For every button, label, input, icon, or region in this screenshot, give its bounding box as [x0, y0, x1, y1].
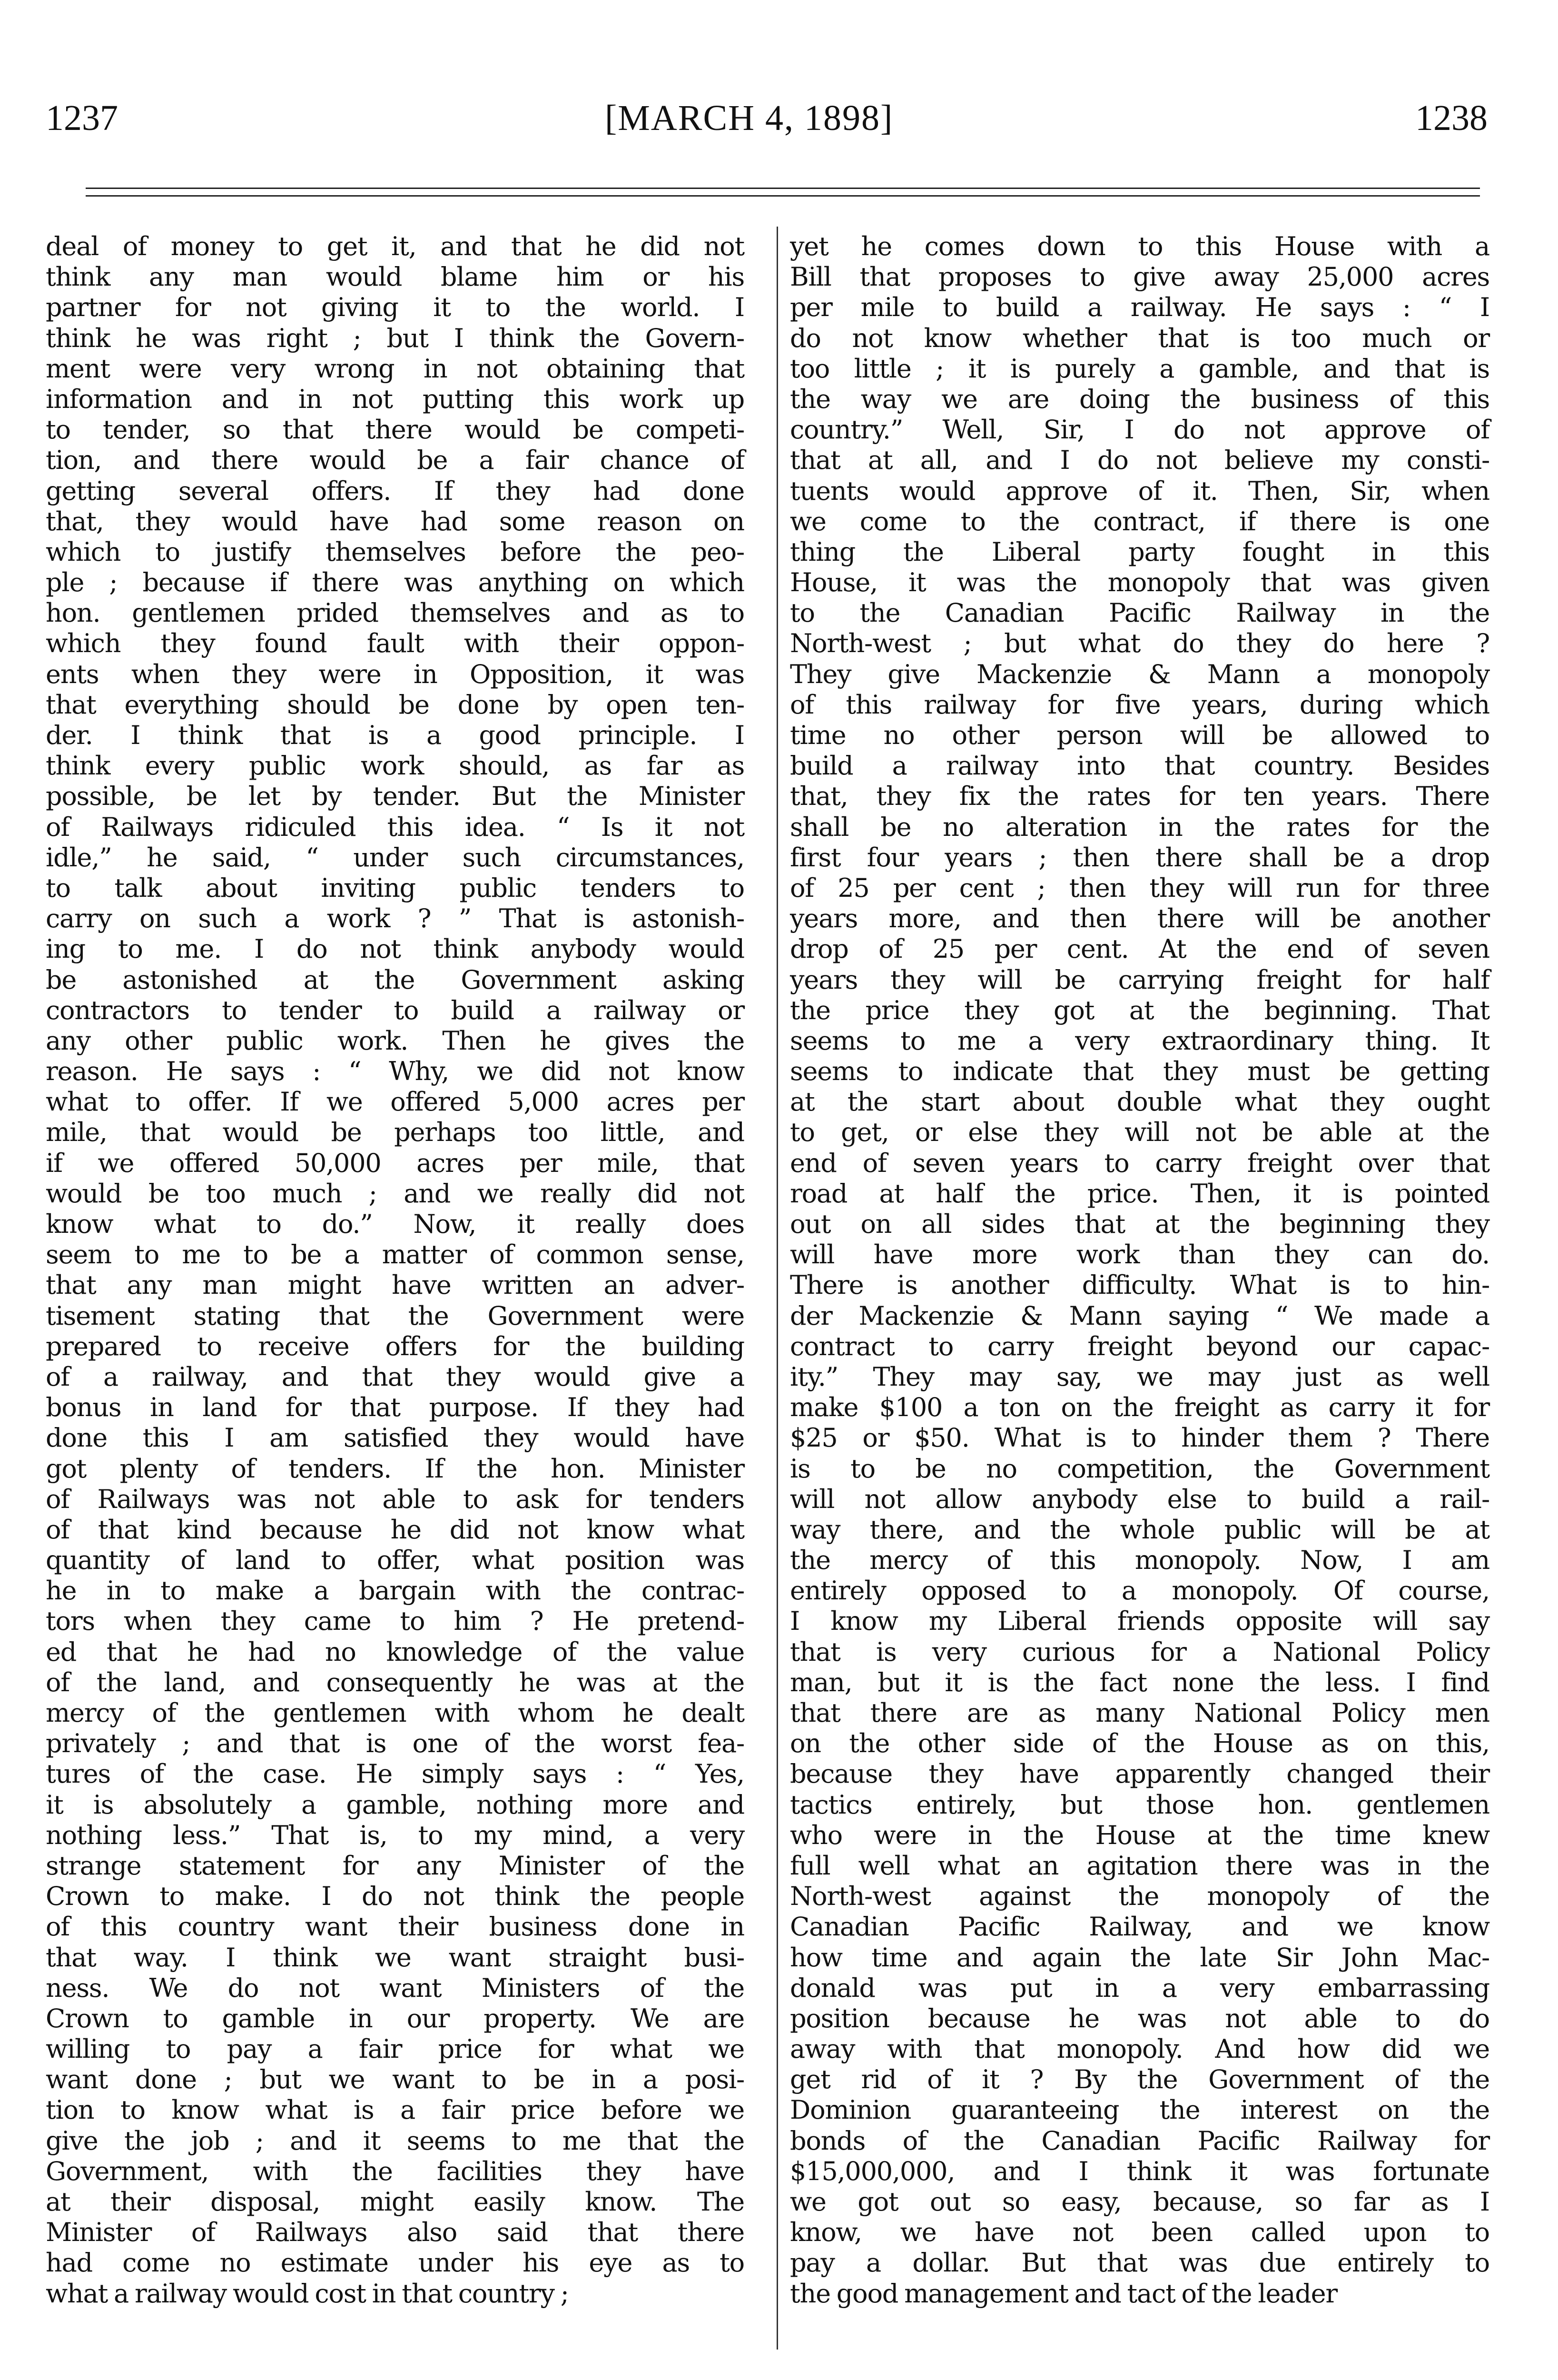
left-column-text-line: think any man would blame him or his	[46, 262, 744, 292]
right-column-text-line: tactics entirely, but those hon. gentlemen	[790, 1789, 1489, 1820]
right-column-text-line: Dominion guaranteeing the interest on the	[790, 2095, 1489, 2125]
right-column-text-line: per mile to build a railway. He says : “ I	[790, 292, 1489, 323]
right-column-text-line: House, it was the monopoly that was given	[790, 567, 1489, 598]
left-column-text-line: idle,” he said, “ under such circumstances,	[46, 842, 744, 873]
left-column-text-line: of this country want their business done in	[46, 1912, 744, 1942]
right-column-text-line: to the Canadian Pacific Railway in the	[790, 598, 1489, 628]
left-column-text-line: Minister of Railways also said that there	[46, 2217, 744, 2248]
right-column-text-line: contract to carry freight beyond our capac-	[790, 1331, 1489, 1361]
right-column-text-line: entirely opposed to a monopoly. Of course,	[790, 1576, 1489, 1606]
right-column-text-line: we got out so easy, because, so far as I	[790, 2187, 1489, 2217]
right-column-text-line: Canadian Pacific Railway, and we know	[790, 1912, 1489, 1942]
right-column-text-line: der Mackenzie & Mann saying “ We made a	[790, 1300, 1489, 1331]
right-column-text-line: of this railway for five years, during which	[790, 689, 1489, 720]
left-column-text-line: quantity of land to offer, what position was	[46, 1545, 744, 1576]
right-column-text-line: that at all, and I do not believe my consti-	[790, 445, 1489, 476]
left-column-text-line: Government, with the facilities they have	[46, 2156, 744, 2186]
right-column-text-line: time no other person will be allowed to	[790, 720, 1489, 750]
right-column-text-line: that, they fix the rates for ten years. There	[790, 781, 1489, 812]
left-column-text-line: at their disposal, might easily know. The	[46, 2187, 744, 2217]
left-column-text-line: tures of the case. He simply says : “ Yes,	[46, 1759, 744, 1789]
left-column-text-line: willing to pay a fair price for what we	[46, 2034, 744, 2064]
left-column-text-line: ment were very wrong in not obtaining that	[46, 353, 744, 384]
right-column-text-line: position because he was not able to do	[790, 2003, 1489, 2033]
left-column-text-line: which they found fault with their oppon-	[46, 628, 744, 659]
right-column-text-line: shall be no alteration in the rates for the	[790, 812, 1489, 842]
right-column-text-line: is to be no competition, the Government	[790, 1453, 1489, 1484]
right-column-text-line: away with that monopoly. And how did we	[790, 2034, 1489, 2064]
left-column-text-line: ing to me. I do not think anybody would	[46, 934, 744, 964]
right-column-text-line: on the other side of the House as on this,	[790, 1728, 1489, 1759]
right-column-text-line: years they will be carrying freight for half	[790, 964, 1489, 995]
left-column-text-line: bonus in land for that purpose. If they had	[46, 1392, 744, 1423]
left-column-text-line: think he was right ; but I think the Govern-	[46, 323, 744, 353]
right-column-text-line: who were in the House at the time knew	[790, 1820, 1489, 1850]
left-column-text-line: ed that he had no knowledge of the value	[46, 1636, 744, 1667]
right-text-column	[790, 231, 1489, 2309]
right-column-text-line: Bill that proposes to give away 25,000 acres	[790, 262, 1489, 292]
left-column-text-line: privately ; and that is one of the worst fea-	[46, 1728, 744, 1759]
right-column-number: 1238	[1415, 98, 1488, 138]
left-column-text-line: that, they would have had some reason on	[46, 506, 744, 536]
left-column-text-line: mile, that would be perhaps too little, and	[46, 1117, 744, 1148]
left-column-text-line: deal of money to get it, and that he did not	[46, 231, 744, 261]
left-column-text-line: partner for not giving it to the world. I	[46, 292, 744, 323]
left-column-text-line: want done ; but we want to be in a posi-	[46, 2064, 744, 2095]
left-column-text-line: which to justify themselves before the peo-	[46, 536, 744, 567]
right-column-text-line: country.” Well, Sir, I do not approve of	[790, 415, 1489, 445]
right-column-text-line: will have more work than they can do.	[790, 1240, 1489, 1270]
left-column-text-line: hon. gentlemen prided themselves and as to	[46, 598, 744, 628]
right-column-text-line: build a railway into that country. Besides	[790, 751, 1489, 781]
left-column-text-line: tion to know what is a fair price before we	[46, 2095, 744, 2125]
right-column-text-line: too little ; it is purely a gamble, and that is	[790, 353, 1489, 384]
right-column-text-line: the price they got at the beginning. That	[790, 995, 1489, 1025]
left-column-text-line: done this I am satisfied they would have	[46, 1423, 744, 1453]
right-column-text-line: of 25 per cent ; then they will run for three	[790, 873, 1489, 903]
left-column-text-line: tisement stating that the Government were	[46, 1300, 744, 1331]
right-column-text-line: $15,000,000, and I think it was fortunate	[790, 2156, 1489, 2186]
right-column-text-line: seems to me a very extraordinary thing. It	[790, 1025, 1489, 1056]
right-column-text-line: will not allow anybody else to build a rail-	[790, 1484, 1489, 1514]
left-column-text-line: carry on such a work ? ” That is astonish-	[46, 903, 744, 934]
left-column-text-line: what to offer. If we offered 5,000 acres per	[46, 1087, 744, 1117]
right-column-text-line: get rid of it ? By the Government of the	[790, 2064, 1489, 2095]
left-column-text-line: that way. I think we want straight busi-	[46, 1942, 744, 1973]
right-column-text-line: bonds of the Canadian Pacific Railway for	[790, 2125, 1489, 2156]
left-column-text-line: of Railways was not able to ask for tenders	[46, 1484, 744, 1514]
left-column-text-line: tors when they came to him ? He pretend-	[46, 1606, 744, 1636]
left-column-text-line: know what to do.” Now, it really does	[46, 1209, 744, 1239]
left-column-text-line: any other public work. Then he gives the	[46, 1025, 744, 1056]
left-column-text-line: think every public work should, as far as	[46, 751, 744, 781]
right-column-text-line: seems to indicate that they must be getting	[790, 1056, 1489, 1087]
left-column-text-line: give the job ; and it seems to me that the	[46, 2125, 744, 2156]
left-column-text-line: Crown to make. I do not think the people	[46, 1881, 744, 1912]
page-date: [MARCH 4, 1898]	[605, 98, 894, 138]
left-column-text-line: nothing less.” That is, to my mind, a very	[46, 1820, 744, 1850]
left-column-text-line: had come no estimate under his eye as to	[46, 2248, 744, 2278]
left-column-text-line: of Railways ridiculed this idea. “ Is it not	[46, 812, 744, 842]
left-column-text-line: ple ; because if there was anything on which	[46, 567, 744, 598]
left-column-text-line: of the land, and consequently he was at the	[46, 1667, 744, 1697]
right-column-text-line: how time and again the late Sir John Mac-	[790, 1942, 1489, 1973]
right-column-text-line: the way we are doing the business of this	[790, 384, 1489, 414]
right-column-text-line: drop of 25 per cent. At the end of seven	[790, 934, 1489, 964]
left-column-text-line: that any man might have written an adver-	[46, 1270, 744, 1300]
left-column-text-line: that everything should be done by open ten-	[46, 689, 744, 720]
right-column-text-line: full well what an agitation there was in the	[790, 1850, 1489, 1881]
right-column-text-line: pay a dollar. But that was due entirely to	[790, 2248, 1489, 2278]
left-column-text-line: possible, be let by tender. But the Minister	[46, 781, 744, 812]
right-column-text-line: at the start about double what they ought	[790, 1087, 1489, 1117]
right-column-paragraph	[790, 231, 1489, 2309]
left-column-text-line: would be too much ; and we really did not	[46, 1178, 744, 1209]
right-column-text-line: tuents would approve of it. Then, Sir, when	[790, 476, 1489, 506]
left-column-text-line: ness. We do not want Ministers of the	[46, 1973, 744, 2003]
right-column-text-line: man, but it is the fact none the less. I find	[790, 1667, 1489, 1697]
left-column-text-line: seem to me to be a matter of common sense,	[46, 1240, 744, 1270]
right-column-text-line: ity.” They may say, we may just as well	[790, 1361, 1489, 1392]
header-rule-top	[86, 188, 1480, 189]
right-column-text-line: way there, and the whole public will be at	[790, 1514, 1489, 1545]
left-column-paragraph	[46, 231, 744, 2309]
header-rule-bottom	[86, 195, 1480, 197]
left-column-text-line: prepared to receive offers for the building	[46, 1331, 744, 1361]
left-column-text-line: tion, and there would be a fair chance of	[46, 445, 744, 476]
right-column-text-line: first four years ; then there shall be a drop	[790, 842, 1489, 873]
right-column-text-line: the mercy of this monopoly. Now, I am	[790, 1545, 1489, 1576]
left-column-text-line: what a railway would cost in that country ;	[46, 2278, 569, 2309]
right-column-text-line: years more, and then there will be another	[790, 903, 1489, 934]
right-column-text-line: North-west against the monopoly of the	[790, 1881, 1489, 1912]
right-column-text-line: we come to the contract, if there is one	[790, 506, 1489, 536]
right-column-text-line: There is another difficulty. What is to hin-	[790, 1270, 1489, 1300]
left-column-text-line: if we offered 50,000 acres per mile, that	[46, 1148, 744, 1178]
right-column-text-line: I know my Liberal friends opposite will say	[790, 1606, 1489, 1636]
right-column-text-line: $25 or $50. What is to hinder them ? There	[790, 1423, 1489, 1453]
right-column-text-line: donald was put in a very embarrassing	[790, 1973, 1489, 2003]
left-column-text-line: to tender, so that there would be competi-	[46, 415, 744, 445]
right-column-text-line: thing the Liberal party fought in this	[790, 536, 1489, 567]
right-column-text-line: out on all sides that at the beginning they	[790, 1209, 1489, 1239]
left-column-text-line: mercy of the gentlemen with whom he dealt	[46, 1698, 744, 1728]
left-text-column	[46, 231, 744, 2309]
right-column-text-line: do not know whether that is too much or	[790, 323, 1489, 353]
left-column-text-line: information and in not putting this work up	[46, 384, 744, 414]
left-column-text-line: getting several offers. If they had done	[46, 476, 744, 506]
right-column-text-line: make $100 a ton on the freight as carry it for	[790, 1392, 1489, 1423]
left-column-text-line: ents when they were in Opposition, it was	[46, 659, 744, 689]
right-column-text-line: end of seven years to carry freight over that	[790, 1148, 1489, 1178]
right-column-text-line: yet he comes down to this House with a	[790, 231, 1489, 261]
left-column-text-line: strange statement for any Minister of the	[46, 1850, 744, 1881]
left-column-text-line: Crown to gamble in our property. We are	[46, 2003, 744, 2033]
left-column-text-line: contractors to tender to build a railway or	[46, 995, 744, 1025]
column-divider	[777, 227, 778, 2350]
left-column-text-line: to talk about inviting public tenders to	[46, 873, 744, 903]
left-column-text-line: der. I think that is a good principle. I	[46, 720, 744, 750]
left-column-text-line: be astonished at the Government asking	[46, 964, 744, 995]
page-header	[46, 100, 1488, 157]
left-column-text-line: got plenty of tenders. If the hon. Minister	[46, 1453, 744, 1484]
right-column-text-line: that there are as many National Policy men	[790, 1698, 1489, 1728]
right-column-text-line: that is very curious for a National Policy	[790, 1636, 1489, 1667]
right-column-text-line: to get, or else they will not be able at the	[790, 1117, 1489, 1148]
right-column-text-line: know, we have not been called upon to	[790, 2217, 1489, 2248]
left-column-number: 1237	[46, 98, 118, 138]
right-column-text-line: the good management and tact of the leader	[790, 2278, 1337, 2309]
right-column-text-line: They give Mackenzie & Mann a monopoly	[790, 659, 1489, 689]
right-column-text-line: road at half the price. Then, it is pointed	[790, 1178, 1489, 1209]
left-column-text-line: of that kind because he did not know what	[46, 1514, 744, 1545]
left-column-text-line: it is absolutely a gamble, nothing more and	[46, 1789, 744, 1820]
right-column-text-line: because they have apparently changed their	[790, 1759, 1489, 1789]
right-column-text-line: North-west ; but what do they do here ?	[790, 628, 1489, 659]
left-column-text-line: reason. He says : “ Why, we did not know	[46, 1056, 744, 1087]
left-column-text-line: he in to make a bargain with the contrac-	[46, 1576, 744, 1606]
left-column-text-line: of a railway, and that they would give a	[46, 1361, 744, 1392]
